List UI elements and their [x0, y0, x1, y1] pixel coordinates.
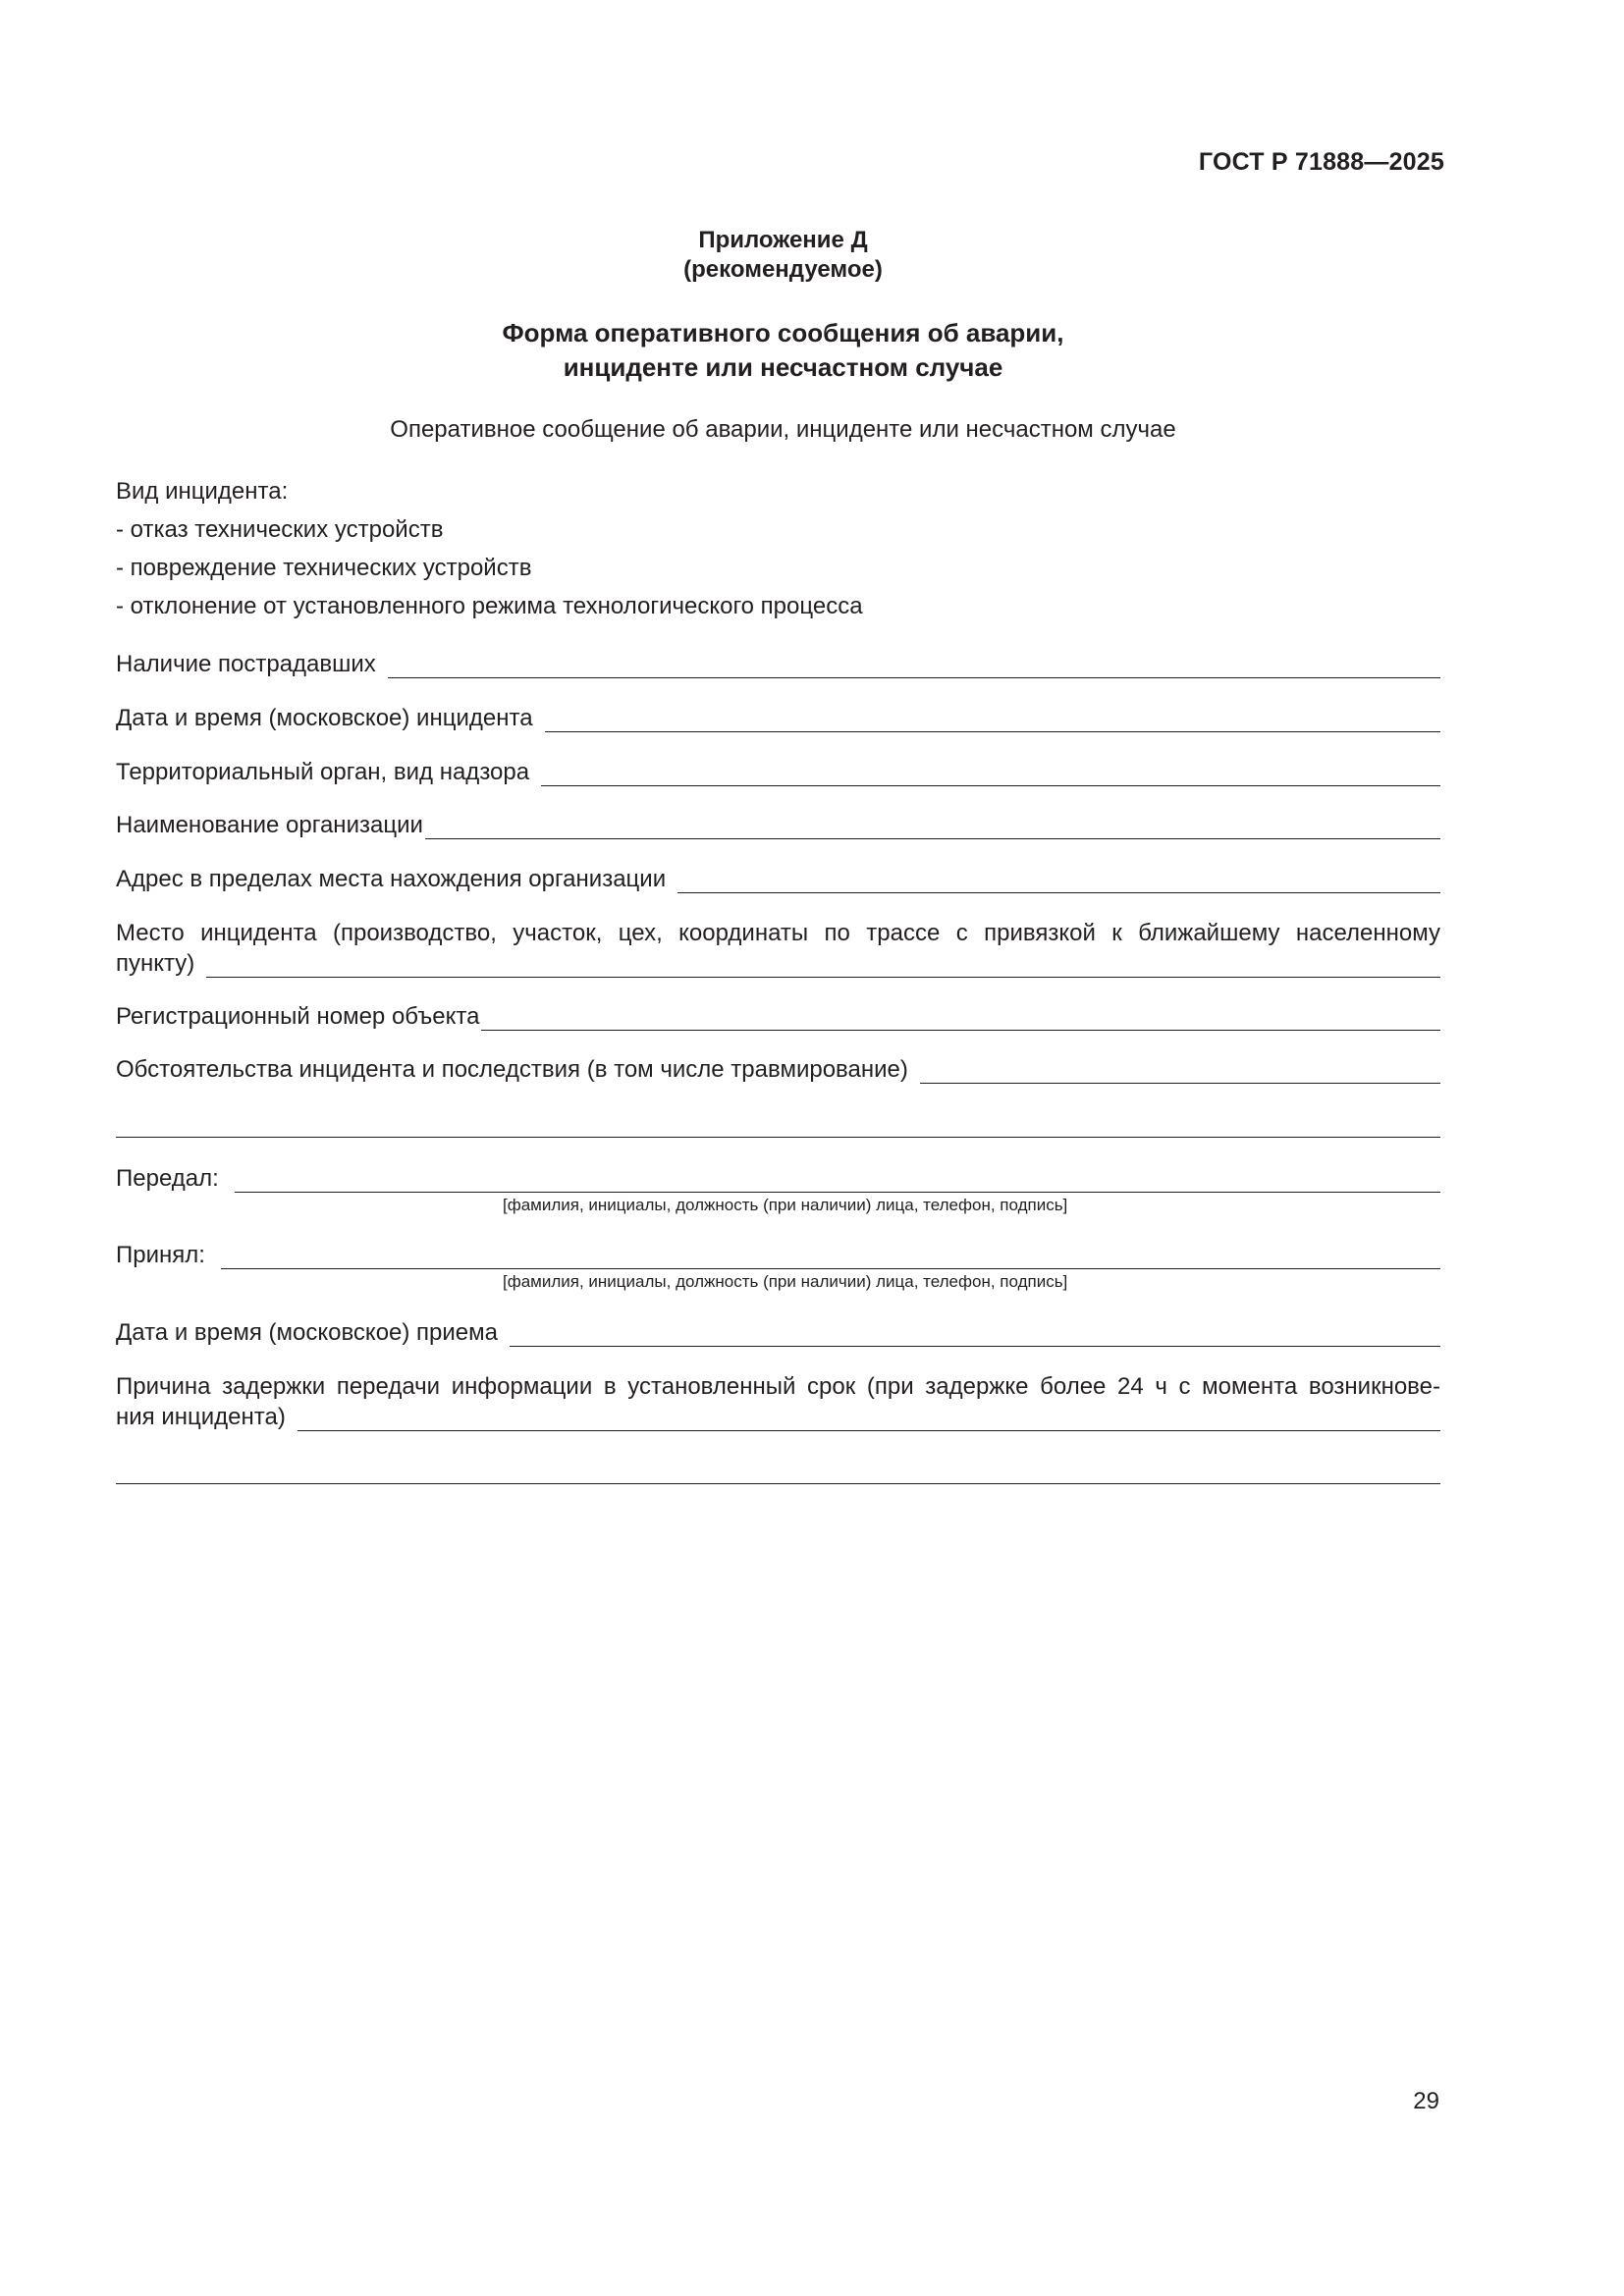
form-subtitle: Оперативное сообщение об аварии, инциденте или несчастном случае [390, 416, 1176, 443]
victims-input-line[interactable] [388, 656, 1440, 678]
received-by-label: Принял: [116, 1242, 205, 1268]
received-by-input-line[interactable] [221, 1247, 1440, 1269]
sent-by-field [116, 1165, 1440, 1193]
circumstances-field [116, 1056, 1440, 1084]
victims-label: Наличие пострадавших [116, 651, 376, 677]
victims-field [116, 651, 1440, 678]
form-title-line-2: инциденте или несчастном случае [563, 352, 1003, 382]
form-title [0, 316, 1566, 385]
place-input-line[interactable] [206, 955, 1440, 978]
circumstances-label: Обстоятельства инцидента и последствия (в том числе травмирование) [116, 1056, 908, 1083]
place-field [116, 950, 1440, 978]
incident-datetime-label: Дата и время (московское) инцидента [116, 705, 533, 731]
receipt-datetime-label: Дата и время (московское) приема [116, 1319, 499, 1346]
received-by-hint: [фамилия, инициалы, должность (при наличии) лица, телефон, подпись] [503, 1272, 1068, 1291]
receipt-datetime-input-line[interactable] [510, 1324, 1440, 1347]
circumstances-extra-line[interactable] [116, 1137, 1440, 1138]
appendix-title: Приложение Д [698, 227, 868, 253]
incident-type-label: Вид инцидента: [116, 478, 289, 505]
delay-label-line-2: ния инцидента) [116, 1404, 286, 1430]
receipt-datetime-field [116, 1319, 1440, 1347]
place-label-line-2: пункту) [116, 950, 195, 977]
sent-by-label: Передал: [116, 1165, 219, 1192]
address-field [116, 866, 1440, 893]
incident-type-section [116, 472, 1440, 625]
organization-field [116, 812, 1440, 839]
form-title-line-1: Форма оперативного сообщения об аварии, [502, 318, 1064, 347]
organization-label: Наименование организации [116, 812, 423, 838]
appendix-heading [0, 226, 1566, 285]
received-by-field [116, 1242, 1440, 1269]
incident-type-item: - отказ технических устройств [116, 516, 444, 543]
address-label: Адрес в пределах места нахождения организации [116, 866, 667, 892]
delay-field [116, 1404, 1440, 1431]
document-code: ГОСТ Р 71888—2025 [1198, 148, 1444, 176]
page-number: 29 [1413, 2088, 1439, 2114]
incident-datetime-field [116, 705, 1440, 732]
organization-input-line[interactable] [425, 817, 1440, 839]
place-label-line-1: Место инцидента (производство, участок, цех, координаты по трассе с привязкой к ближайшему населенному [116, 920, 1440, 946]
incident-datetime-input-line[interactable] [545, 710, 1440, 732]
reg-number-field [116, 1003, 1440, 1031]
incident-type-item: - повреждение технических устройств [116, 555, 532, 581]
sent-by-input-line[interactable] [235, 1170, 1440, 1193]
circumstances-input-line[interactable] [920, 1061, 1440, 1084]
reg-number-label: Регистрационный номер объекта [116, 1003, 480, 1030]
appendix-status: (рекомендуемое) [683, 256, 883, 283]
sent-by-hint: [фамилия, инициалы, должность (при наличии) лица, телефон, подпись] [503, 1196, 1068, 1214]
address-input-line[interactable] [677, 871, 1440, 893]
delay-extra-line[interactable] [116, 1483, 1440, 1484]
incident-type-item: - отклонение от установленного режима технологического процесса [116, 593, 863, 619]
delay-input-line[interactable] [298, 1409, 1440, 1431]
delay-label-line-1: Причина задержки передачи информации в установленный срок (при задержке более 24 ч с момента возникнове- [116, 1373, 1440, 1400]
reg-number-input-line[interactable] [481, 1008, 1440, 1031]
authority-field [116, 759, 1440, 786]
authority-input-line[interactable] [541, 764, 1440, 786]
authority-label: Территориальный орган, вид надзора [116, 759, 530, 785]
